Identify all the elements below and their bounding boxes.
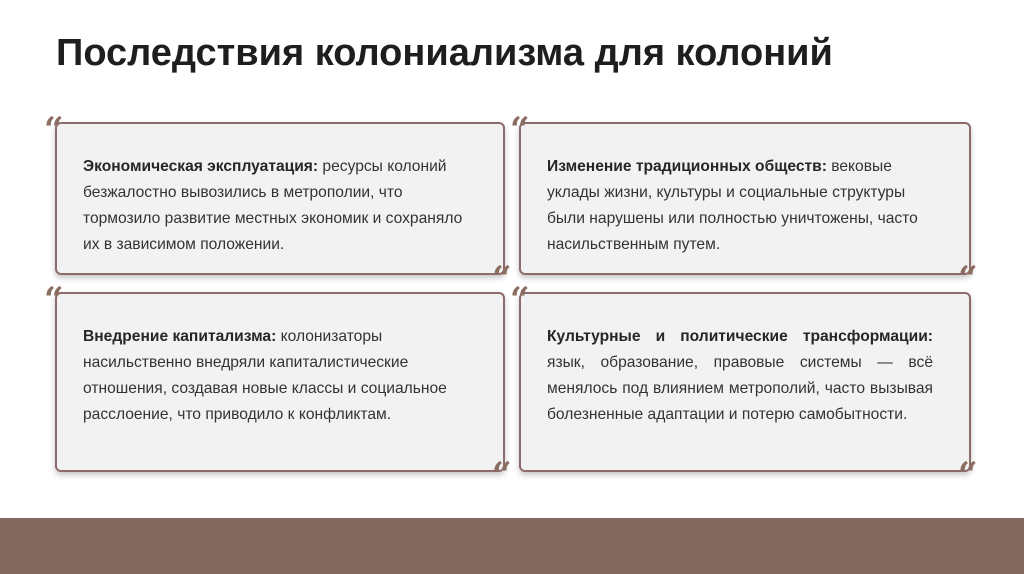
card-term: Внедрение капитализма:: [83, 328, 277, 345]
card-term: Экономическая эксплуатация:: [83, 158, 319, 175]
card-description: язык, образование, правовые системы — всё менялось под влиянием метрополий, часто вызывая болезненные адаптации и потерю самобытности.: [547, 354, 933, 423]
card-text: [547, 324, 933, 428]
quote-mark-icon: “: [958, 262, 978, 292]
card-term: Культурные и политические трансформации:: [547, 328, 933, 345]
quote-mark-icon: “: [510, 283, 530, 313]
card-description: колонизаторы насильственно внедряли капиталистические отношения, создавая новые классы и социальное расслоение, что приводило к конфликтам.: [83, 328, 447, 423]
quote-mark-icon: “: [44, 113, 64, 143]
card-description: вековые уклады жизни, культуры и социальные структуры были нарушены или полностью уничтожены, часто насильственным путем.: [547, 158, 918, 253]
info-card-economic-exploitation: [55, 122, 505, 275]
info-card-cultural-political: [519, 292, 971, 472]
quote-mark-icon: “: [492, 458, 512, 488]
quote-mark-icon: “: [510, 113, 530, 143]
card-description: ресурсы колоний безжалостно вывозились в метрополии, что тормозило развитие местных экономик и сохраняло их в зависимом положении.: [83, 158, 463, 253]
card-text: [83, 324, 467, 428]
slide-title: Последствия колониализма для колоний: [56, 32, 833, 74]
info-card-capitalism: [55, 292, 505, 472]
quote-mark-icon: “: [958, 458, 978, 488]
card-text: [83, 154, 467, 258]
footer-bar: [0, 518, 1024, 574]
card-text: [547, 154, 933, 258]
card-term: Изменение традиционных обществ:: [547, 158, 827, 175]
quote-mark-icon: “: [492, 262, 512, 292]
quote-mark-icon: “: [44, 283, 64, 313]
info-card-traditional-societies: [519, 122, 971, 275]
